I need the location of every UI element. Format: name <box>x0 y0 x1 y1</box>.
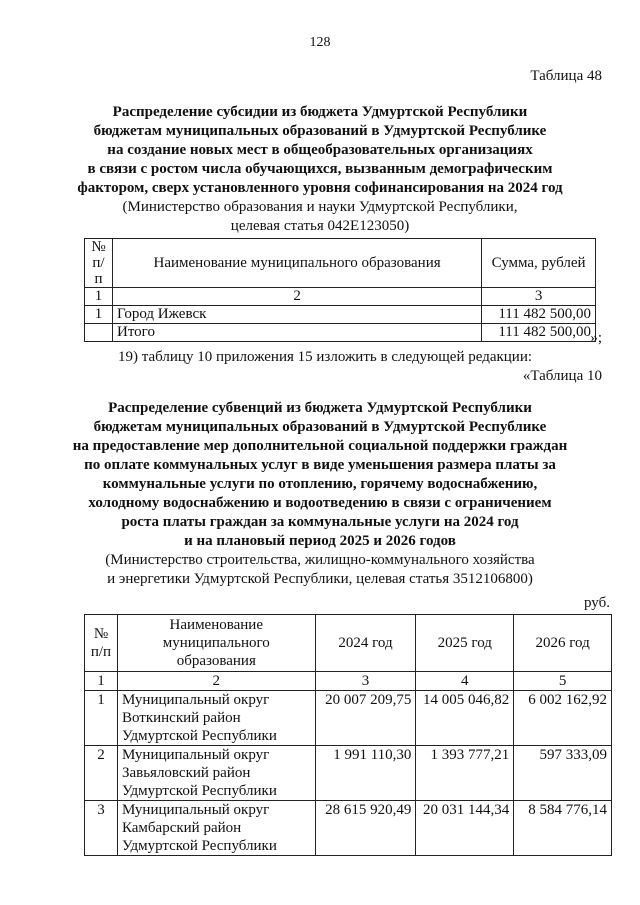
table10-label: «Таблица 10 <box>522 368 602 384</box>
row-name-line: Удмуртской Республики <box>121 728 277 744</box>
row-name-line: Удмуртской Республики <box>121 838 277 854</box>
table10 <box>84 614 612 856</box>
table-row <box>85 691 612 746</box>
row-2026: 6 002 162,92 <box>514 691 612 746</box>
title-line: Распределение субвенций из бюджета Удмуртской Республики <box>108 400 532 416</box>
row-num: 1 <box>85 306 113 324</box>
header-sum: Сумма, рублей <box>482 239 596 288</box>
title-line: бюджетам муниципальных образований в Удмуртской Республике <box>93 419 547 435</box>
table-row <box>85 801 612 856</box>
row-num: 2 <box>85 746 118 801</box>
title-line: фактором, сверх установленного уровня софинансирования на 2024 год <box>77 180 563 196</box>
index-cell: 3 <box>482 288 596 306</box>
subtitle-line: (Министерство образования и науки Удмуртской Республики, <box>122 199 518 215</box>
row-2024: 28 615 920,49 <box>315 801 416 856</box>
header-name: Наименование муниципального образования <box>117 615 315 672</box>
total-row <box>85 324 596 342</box>
row-2026: 8 584 776,14 <box>514 801 612 856</box>
table48-label: Таблица 48 <box>530 68 602 84</box>
index-cell: 3 <box>315 672 416 691</box>
title-line: бюджетам муниципальных образований в Удмуртской Республике <box>93 123 547 139</box>
subtitle-line: целевая статья 042Е123050) <box>230 218 410 234</box>
row-name-line: Удмуртской Республики <box>121 783 277 799</box>
row-name-line: Муниципальный округ <box>121 692 270 708</box>
row-num: 3 <box>85 801 118 856</box>
title-line: на создание новых мест в общеобразовательных организациях <box>107 142 533 158</box>
unit-label: руб. <box>584 595 610 611</box>
row-name-line: Камбарский район <box>121 820 242 836</box>
row-name-line: Муниципальный округ <box>121 802 270 818</box>
row-name <box>117 746 315 801</box>
row-2025: 1 393 777,21 <box>416 746 514 801</box>
instruction-text: 19) таблицу 10 приложения 15 изложить в следующей редакции: <box>118 349 533 365</box>
row-2025: 14 005 046,82 <box>416 691 514 746</box>
index-cell: 1 <box>85 672 118 691</box>
title-line: Распределение субсидии из бюджета Удмуртской Республики <box>112 104 528 120</box>
title-line: коммунальные услуги по отоплению, горячему водоснабжению, <box>102 476 538 492</box>
index-row <box>85 288 596 306</box>
row-2024: 20 007 209,75 <box>315 691 416 746</box>
header-2025: 2025 год <box>416 615 514 672</box>
row-name <box>117 691 315 746</box>
subtitle-line: и энергетики Удмуртской Республики, целевая статья 3512106800) <box>107 571 533 587</box>
row-name: Итого <box>112 324 481 342</box>
title-line: на предоставление мер дополнительной социальной поддержки граждан <box>72 438 568 454</box>
table-row <box>85 306 596 324</box>
row-num <box>85 324 113 342</box>
header-row <box>85 615 612 672</box>
row-sum: 111 482 500,00 <box>482 324 596 342</box>
title-line: и на плановый период 2025 и 2026 годов <box>184 533 456 549</box>
index-cell: 4 <box>416 672 514 691</box>
row-name <box>117 801 315 856</box>
row-sum: 111 482 500,00 <box>482 306 596 324</box>
row-2024: 1 991 110,30 <box>315 746 416 801</box>
header-2026: 2026 год <box>514 615 612 672</box>
title-line: холодному водоснабжению и водоотведению в связи с ограничением <box>88 495 552 511</box>
row-num: 1 <box>85 691 118 746</box>
header-num: № п/п <box>85 615 118 672</box>
header-row <box>85 239 596 288</box>
title-line: в связи с ростом числа обучающихся, вызванным демографическим <box>87 161 553 177</box>
table-row <box>85 746 612 801</box>
row-name: Город Ижевск <box>112 306 481 324</box>
row-name-line: Муниципальный округ <box>121 747 270 763</box>
index-cell: 1 <box>85 288 113 306</box>
closing-quote: »; <box>590 330 602 346</box>
page-number: 128 <box>309 35 331 50</box>
table10-heading <box>40 399 600 589</box>
row-name-line: Завьяловский район <box>121 765 251 781</box>
title-line: роста платы граждан за коммунальные услуги на 2024 год <box>121 514 519 530</box>
subtitle-line: (Министерство строительства, жилищно-коммунального хозяйства <box>105 552 535 568</box>
index-cell: 2 <box>117 672 315 691</box>
table48-heading <box>40 103 600 236</box>
index-cell: 2 <box>112 288 481 306</box>
table48 <box>84 238 596 342</box>
index-cell: 5 <box>514 672 612 691</box>
title-line: по оплате коммунальных услуг в виде уменьшения размера платы за <box>84 457 556 473</box>
header-name: Наименование муниципального образования <box>112 239 481 288</box>
header-num: № п/п <box>85 239 113 288</box>
header-2024: 2024 год <box>315 615 416 672</box>
index-row <box>85 672 612 691</box>
row-2026: 597 333,09 <box>514 746 612 801</box>
row-name-line: Воткинский район <box>121 710 241 726</box>
row-2025: 20 031 144,34 <box>416 801 514 856</box>
